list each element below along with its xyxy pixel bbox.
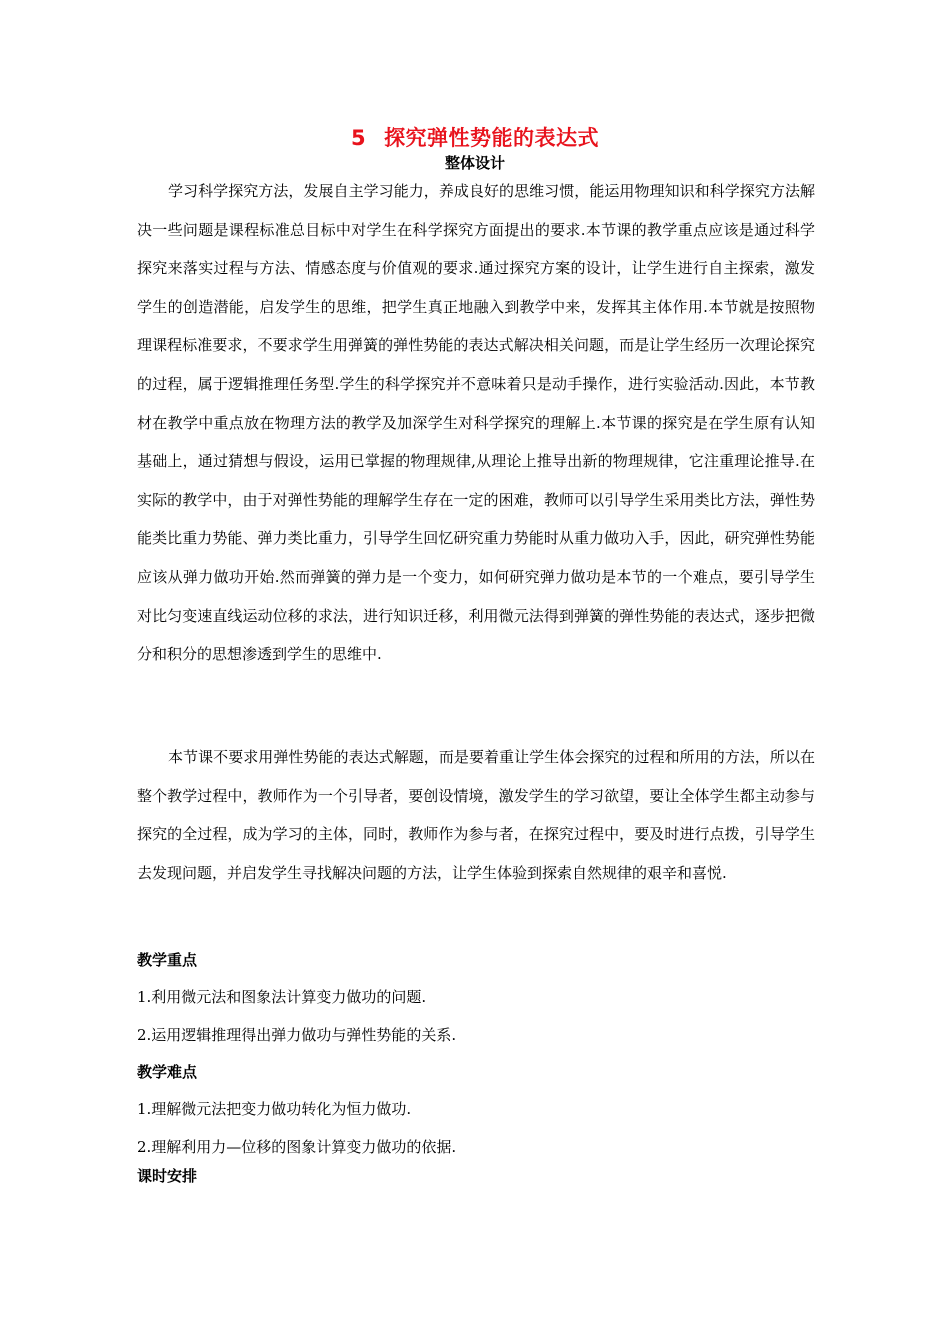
- paragraph-1: 学习科学探究方法，发展自主学习能力，养成良好的思维习惯，能运用物理知识和科学探究方法解决一些问题是课程标准总目标中对学生在科学探究方面提出的要求.本节课的教学重点应该是通过科学探究来落实过程与方法、情感态度与价值观的要求.通过探究方案的设计，让学生进行自主探索，激发学生的创造潜能，启发学生的思维，把学生真正地融入到教学中来，发挥其主体作用.本节就是按照物理课程标准要求，不要求学生用弹簧的弹性势能的表达式解决相关问题，而是让学生经历一次理论探究的过程，属于逻辑推理任务型.学生的科学探究并不意味着只是动手操作，进行实验活动.因此，本节教材在教学中重点放在物理方法的教学及加深学生对科学探究的理解上.本节课的探究是在学生原有认知基础上，通过猜想与假设，运用已掌握的物理规律,从理论上推导出新的物理规律，它注重理论推导.在实际的教学中，由于对弹性势能的理解学生存在一定的困难，教师可以引导学生采用类比方法，弹性势能类比重力势能、弹力类比重力，引导学生回忆研究重力势能时从重力做功入手，因此，研究弹性势能应该从弹力做功开始.然而弹簧的弹力是一个变力，如何研究弹力做功是本节的一个难点，要引导学生对比匀变速直线运动位移的求法，进行知识迁移，利用微元法得到弹簧的弹性势能的表达式，逐步把微分和积分的思想渗透到学生的思维中.: [137, 182, 815, 664]
- page-title: [0, 124, 950, 152]
- difficulty-item-1: 1.理解微元法把变力做功转化为恒力做功.: [137, 1100, 412, 1118]
- title-number: 5: [350, 126, 367, 150]
- heading-difficulties: 教学难点: [137, 1063, 198, 1081]
- paragraph-2: 本节课不要求用弹性势能的表达式解题，而是要着重让学生体会探究的过程和所用的方法，所以在整个教学过程中，教师作为一个引导者，要创设情境，激发学生的学习欲望，要让全体学生都主动参与探究的全过程，成为学习的主体，同时，教师作为参与者，在探究过程中，要及时进行点拨，引导学生去发现问题，并启发学生寻找解决问题的方法，让学生体验到探索自然规律的艰辛和喜悦.: [137, 748, 815, 882]
- paragraph-block-1: [137, 172, 815, 674]
- key-point-item-1: 1.利用微元法和图象法计算变力做功的问题.: [137, 988, 427, 1006]
- paragraph-block-2: [137, 738, 815, 892]
- heading-key-points: 教学重点: [137, 951, 198, 969]
- key-point-item-2: 2.运用逻辑推理得出弹力做功与弹性势能的关系.: [137, 1026, 457, 1044]
- page-subtitle: 整体设计: [444, 154, 505, 172]
- difficulty-item-2: 2.理解利用力—位移的图象计算变力做功的依据.: [137, 1138, 457, 1156]
- title-text: 探究弹性势能的表达式: [384, 126, 600, 150]
- heading-schedule: 课时安排: [137, 1167, 198, 1185]
